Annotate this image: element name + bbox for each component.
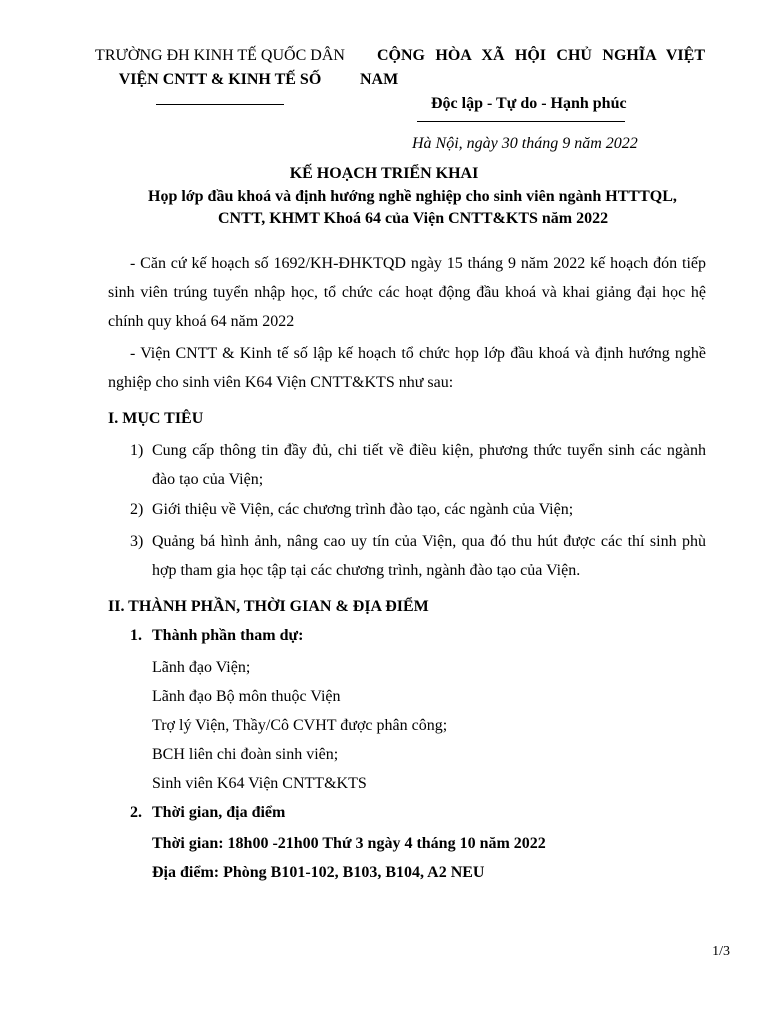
text-line: đào tạo của Viện; xyxy=(152,471,264,488)
text-line: Quảng bá hình ảnh, nâng cao uy tín của Viện, qua đó thu hút được các thí sinh phù xyxy=(152,533,706,550)
list-number: 3) xyxy=(130,533,144,550)
country-name-line2: NAM xyxy=(360,71,399,88)
text-line: nghiệp cho sinh viên K64 Viện CNTT&KTS như sau: xyxy=(108,374,454,391)
subsection-2-label: Thời gian, địa điểm xyxy=(152,804,286,821)
participant-item: BCH liên chi đoàn sinh viên; xyxy=(152,746,339,763)
document-subtitle-line2: CNTT, KHMT Khoá 64 của Viện CNTT&KTS năm 2022 xyxy=(218,210,609,227)
intro-paragraph-2 xyxy=(108,339,706,397)
section-2-heading: II. THÀNH PHẦN, THỜI GIAN & ĐỊA ĐIỂM xyxy=(108,598,429,615)
text-line: chính quy khoá 64 năm 2022 xyxy=(108,313,295,330)
list-number: 2) xyxy=(130,501,144,518)
text-line: sinh viên trúng tuyển nhập học, tổ chức các hoạt động đầu khoá và khai giảng đại học hệ xyxy=(108,284,706,301)
text-line: hợp tham gia học tập tại các chương trình, ngành đào tạo của Viện. xyxy=(152,562,581,579)
intro-paragraph-1 xyxy=(108,249,706,336)
text-line: Cung cấp thông tin đầy đủ, chi tiết về điều kiện, phương thức tuyển sinh các ngành xyxy=(152,442,706,459)
text-line: - Căn cứ kế hoạch số 1692/KH-ĐHKTQD ngày 15 tháng 9 năm 2022 kế hoạch đón tiếp xyxy=(130,255,706,272)
header-national-motto xyxy=(360,44,705,112)
header-left-underline xyxy=(156,104,284,105)
subsection-1-number: 1. xyxy=(130,627,142,644)
section-1-heading: I. MỤC TIÊU xyxy=(108,410,204,427)
university-name: TRƯỜNG ĐH KINH TẾ QUỐC DÂN xyxy=(95,47,345,64)
objective-item-3 xyxy=(108,527,706,585)
document-subtitle-line1: Họp lớp đầu khoá và định hướng nghề nghiệp cho sinh viên ngành HTTTQL, xyxy=(148,188,677,205)
event-location: Địa điểm: Phòng B101-102, B103, B104, A2 NEU xyxy=(152,864,485,881)
page-number: 1/3 xyxy=(712,944,730,959)
participant-item: Lãnh đạo Viện; xyxy=(152,659,251,676)
subsection-2-number: 2. xyxy=(130,804,142,821)
motto: Độc lập - Tự do - Hạnh phúc xyxy=(431,95,627,112)
text-line: - Viện CNTT & Kinh tế số lập kế hoạch tổ chức họp lớp đầu khoá và định hướng nghề xyxy=(130,345,706,362)
country-name-line1: CỘNG HÒA XÃ HỘI CHỦ NGHĨA VIỆT xyxy=(377,47,705,64)
objective-item-2 xyxy=(108,495,706,524)
participant-item: Trợ lý Viện, Thầy/Cô CVHT được phân công; xyxy=(152,717,448,734)
header-institution xyxy=(80,44,360,105)
motto-underline xyxy=(417,121,625,122)
subsection-1-label: Thành phần tham dự: xyxy=(152,627,304,644)
objective-item-1 xyxy=(108,436,706,494)
participant-item: Sinh viên K64 Viện CNTT&KTS xyxy=(152,775,367,792)
participant-item: Lãnh đạo Bộ môn thuộc Viện xyxy=(152,688,341,705)
text-line: Giới thiệu về Viện, các chương trình đào tạo, các ngành của Viện; xyxy=(152,501,574,518)
document-date: Hà Nội, ngày 30 tháng 9 năm 2022 xyxy=(412,135,638,152)
institute-name: VIỆN CNTT & KINH TẾ SỐ xyxy=(118,71,322,88)
document-title: KẾ HOẠCH TRIỂN KHAI xyxy=(289,165,479,182)
list-number: 1) xyxy=(130,442,144,459)
event-time: Thời gian: 18h00 -21h00 Thứ 3 ngày 4 tháng 10 năm 2022 xyxy=(152,835,546,852)
